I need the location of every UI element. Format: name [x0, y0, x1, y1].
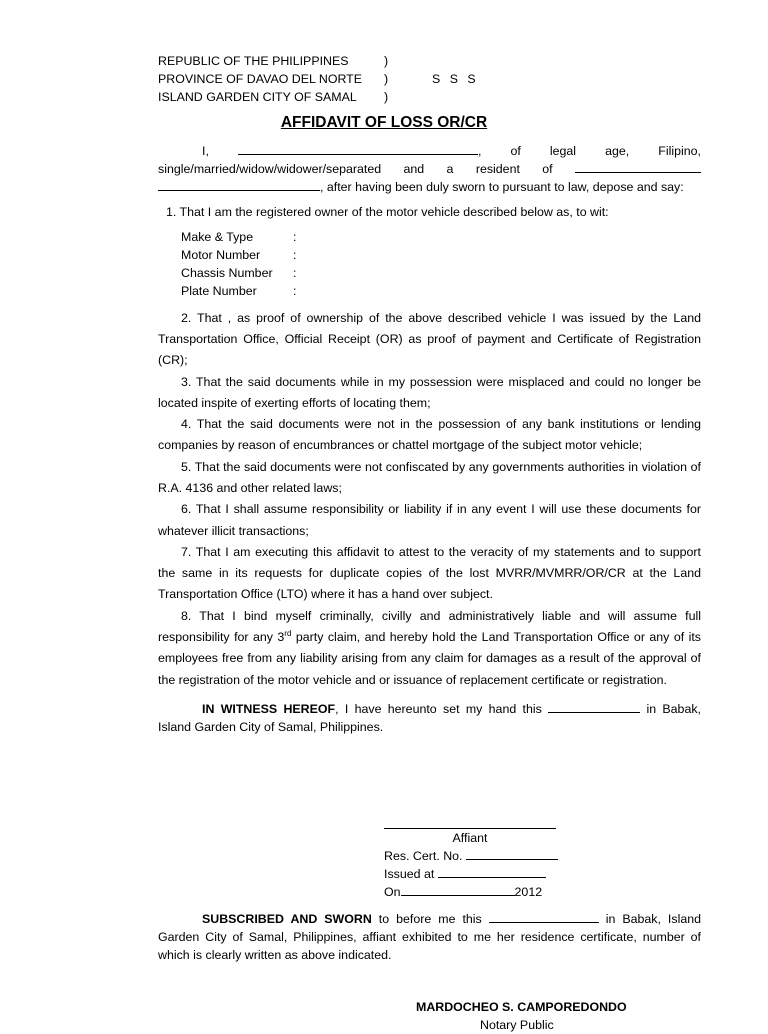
- clause-6: 6. That I shall assume responsibility or liability if in any event I will use these documents for whatever illicit transactions;: [158, 502, 701, 538]
- clause-3: 3. That the said documents while in my possession were misplaced and could no longer be located inspite of exerting efforts of locating them;: [158, 374, 701, 410]
- vehicle-row-motor: [181, 246, 701, 264]
- clause-8-text-b: party claim, and hereby hold the Land Transportation Office or any of its employees free from any liability arising from any claim for damages as a result of the approval of the registration of the motor vehicle and or issuance of replacement certificate or registration.: [158, 630, 701, 687]
- clause-5: 5. That the said documents were not confiscated by any governments authorities in violation of R.A. 4136 and other related laws;: [158, 459, 701, 495]
- clause-4: 4. That the said documents were not in the possession of any bank institutions or lending companies by reason of encumbrances or chattel mortgage of the subject motor vehicle;: [158, 417, 701, 453]
- venue-paren: ): [384, 72, 389, 86]
- affiant-label: Affiant: [452, 831, 488, 845]
- residence-blank-2[interactable]: [158, 178, 320, 191]
- venue-row-republic: [158, 52, 479, 70]
- venue-paren: ): [384, 90, 389, 104]
- venue-paren: ): [384, 54, 389, 68]
- on-label: On: [384, 885, 401, 899]
- witness-text-a: , I have hereunto set my hand this: [335, 701, 542, 716]
- vehicle-sep: :: [293, 229, 297, 244]
- on-year: 2012: [514, 885, 543, 899]
- clause-8-superscript: rd: [284, 628, 292, 638]
- intro-after-name: , of legal age, Filipino, single/married/widow/widower/separated and a resident of: [158, 144, 701, 176]
- venue-block: [158, 52, 479, 106]
- vehicle-row-make: [181, 228, 701, 246]
- witness-heading: IN WITNESS HEREOF: [202, 701, 336, 716]
- issued-at-blank[interactable]: [438, 865, 546, 878]
- vehicle-label-make: Make & Type: [181, 229, 254, 244]
- venue-province: PROVINCE OF DAVAO DEL NORTE: [158, 72, 363, 86]
- subscribed-paragraph: [158, 910, 701, 964]
- vehicle-sep: :: [293, 265, 297, 280]
- on-date-blank[interactable]: [401, 883, 515, 896]
- issued-at-row: [384, 865, 604, 883]
- notary-name: [416, 998, 627, 1016]
- vehicle-sep: :: [293, 247, 297, 262]
- notary-name-text: MARDOCHEO S. CAMPOREDONDO: [416, 1000, 627, 1014]
- venue-sss: S S S: [432, 72, 479, 86]
- clause-2: 2. That , as proof of ownership of the above described vehicle I was issued by the Land Transportation Office, Official Receipt (OR) as proof of payment and Certificate of Registration (CR);: [158, 310, 701, 368]
- res-cert-blank[interactable]: [466, 847, 558, 860]
- vehicle-label-motor: Motor Number: [181, 247, 261, 262]
- subscribed-text-a: to before me this: [371, 912, 482, 926]
- witness-date-blank[interactable]: [548, 700, 640, 713]
- subscribed-text-b: in Babak, Island Garden City of Samal, Philippines, affiant exhibited to me her residence certificate, number of which is clearly written as above indicated.: [158, 912, 701, 962]
- res-cert-label: Res. Cert. No.: [384, 849, 463, 863]
- vehicle-label-plate: Plate Number: [181, 283, 257, 298]
- vehicle-sep: :: [293, 283, 297, 298]
- venue-city: ISLAND GARDEN CITY OF SAMAL: [158, 90, 357, 104]
- witness-text-b: in Babak, Island Garden City of Samal, Philippines.: [158, 701, 701, 734]
- venue-row-city: [158, 88, 479, 106]
- affidavit-body: [158, 142, 701, 736]
- clause-7: 7. That I am executing this affidavit to attest to the veracity of my statements and to support the same in its requests for duplicate copies of the lost MVRR/MVMRR/OR/CR at the Land Transportation Office (LTO) where it has a hand over subject.: [158, 544, 701, 602]
- clause-1: 1. That I am the registered owner of the motor vehicle described below as, to wit:: [166, 205, 609, 219]
- document-title: AFFIDAVIT OF LOSS OR/CR: [280, 114, 488, 131]
- res-cert-row: [384, 847, 604, 865]
- notary-block: [416, 998, 627, 1034]
- clause-8-text-a: 8. That I bind myself criminally, civilly and administratively liable and will assume full responsibility for any 3: [158, 608, 701, 645]
- witness-paragraph: [158, 700, 701, 736]
- venue-republic: REPUBLIC OF THE PHILIPPINES: [158, 54, 349, 68]
- venue-row-province: [158, 70, 479, 88]
- name-blank[interactable]: [238, 142, 478, 155]
- intro-paragraph: [158, 142, 701, 196]
- affiant-block: [384, 818, 604, 901]
- intro-after-residence: , after having been duly sworn to pursuant to law, depose and say:: [320, 180, 684, 194]
- notary-title: Notary Public: [480, 1018, 554, 1032]
- subscribed-date-blank[interactable]: [489, 910, 599, 923]
- vehicle-row-chassis: [181, 264, 701, 282]
- residence-blank-1[interactable]: [575, 160, 701, 173]
- issued-at-label: Issued at: [384, 867, 435, 881]
- vehicle-label-chassis: Chassis Number: [181, 265, 273, 280]
- clause-8: [158, 606, 701, 691]
- vehicle-row-plate: [181, 282, 701, 300]
- affiant-signature-line[interactable]: [384, 818, 556, 829]
- subscribed-heading: SUBSCRIBED AND SWORN: [202, 912, 372, 926]
- intro-i: I,: [202, 144, 209, 158]
- on-row: [384, 883, 604, 901]
- vehicle-details: [158, 228, 701, 300]
